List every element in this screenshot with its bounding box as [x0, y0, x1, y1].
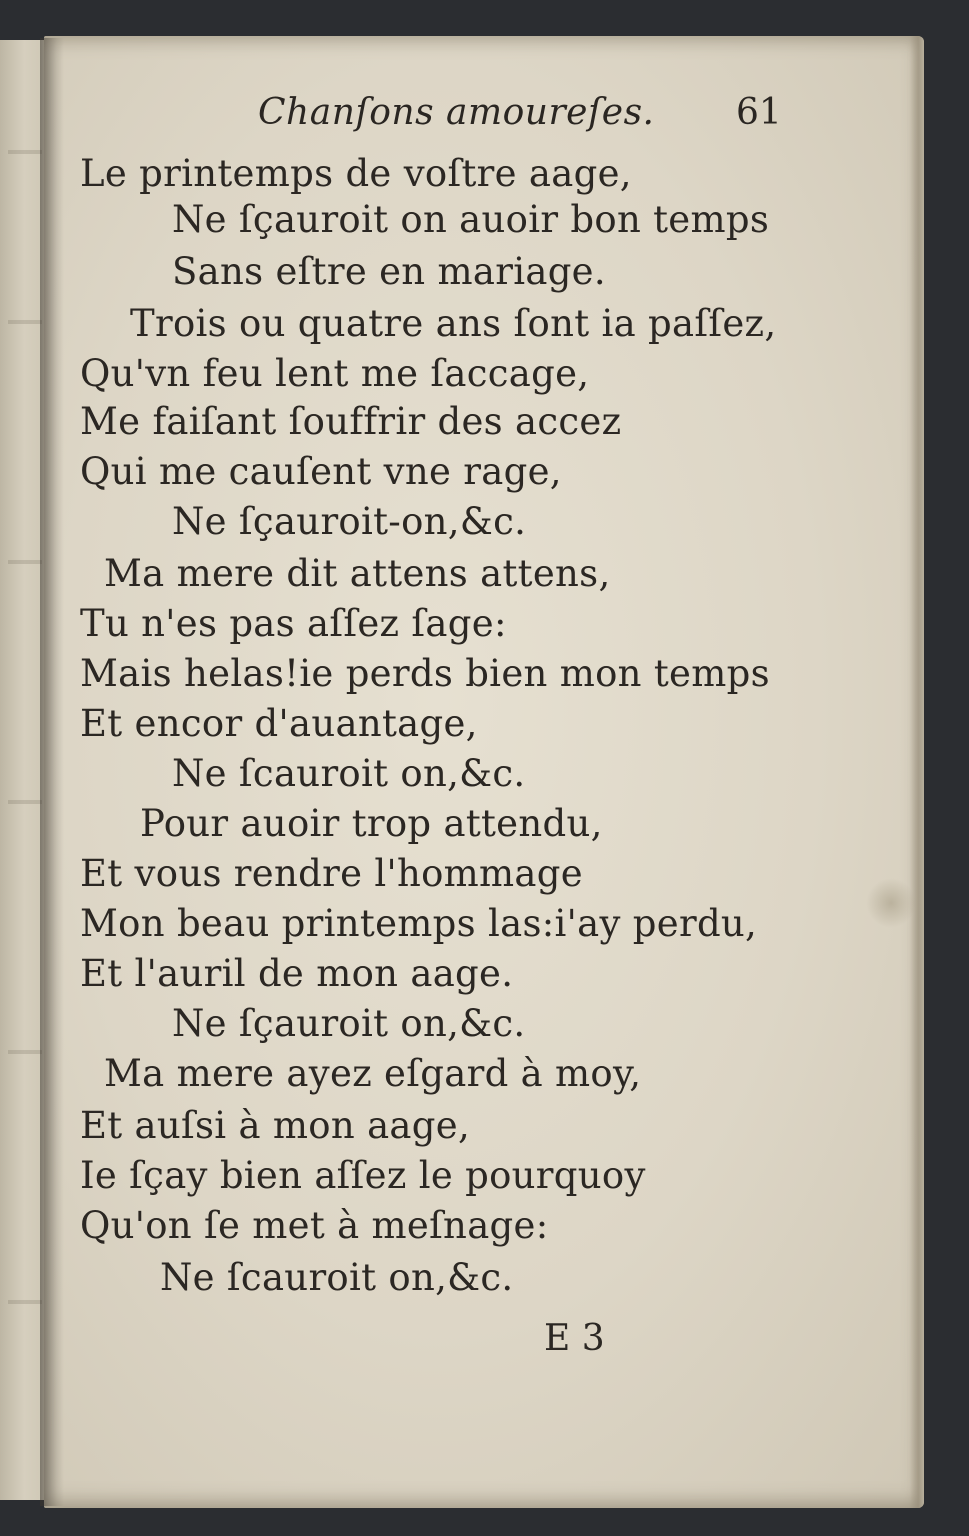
verse-line: Qu'vn feu lent me ſaccage,: [80, 352, 590, 395]
verse-line: Qu'on ſe met à meſnage:: [80, 1204, 549, 1247]
verse-line: Le printemps de voſtre aage,: [80, 152, 632, 195]
signature-mark: E 3: [544, 1318, 605, 1359]
gutter-shadow: [40, 38, 64, 1506]
verse-line: Et encor d'auantage,: [80, 702, 478, 745]
verse-line: Ne ſcauroit on,&c.: [172, 752, 526, 795]
running-head: Chanſons amoureſes.: [258, 92, 655, 133]
verse-line: Qui me cauſent vne rage,: [80, 450, 562, 493]
verse-line: Ma mere dit attens attens,: [104, 552, 611, 595]
verse-line: Mon beau printemps las:i'ay perdu,: [80, 902, 758, 945]
verse-line: Et auſsi à mon aage,: [80, 1104, 471, 1147]
verse-line: Et l'auril de mon aage.: [80, 952, 514, 995]
verse-line: Ie ſçay bien aſſez le pourquoy: [80, 1154, 646, 1197]
verse-line: Ne ſçauroit-on,&c.: [172, 500, 527, 543]
verse-line: Trois ou quatre ans ſont ia paſſez,: [130, 302, 777, 345]
page-number: 61: [736, 92, 782, 133]
verse-line: Et vous rendre l'hommage: [80, 852, 583, 895]
verse-line: Ne ſçauroit on,&c.: [172, 1002, 526, 1045]
verse-line: Me faiſant ſouffrir des accez: [80, 400, 622, 443]
verse-line: Pour auoir trop attendu,: [140, 802, 603, 845]
verse-line: Ne ſcauroit on,&c.: [160, 1256, 514, 1299]
verse-line: Ma mere ayez eſgard à moy,: [104, 1052, 642, 1095]
verse-line: Sans eſtre en mariage.: [172, 250, 606, 293]
verse-line: Tu n'es pas aſſez ſage:: [80, 602, 507, 645]
verse-line: Ne ſçauroit on auoir bon temps: [172, 198, 770, 241]
verse-line: Mais helas!ie perds bien mon temps: [80, 652, 770, 695]
